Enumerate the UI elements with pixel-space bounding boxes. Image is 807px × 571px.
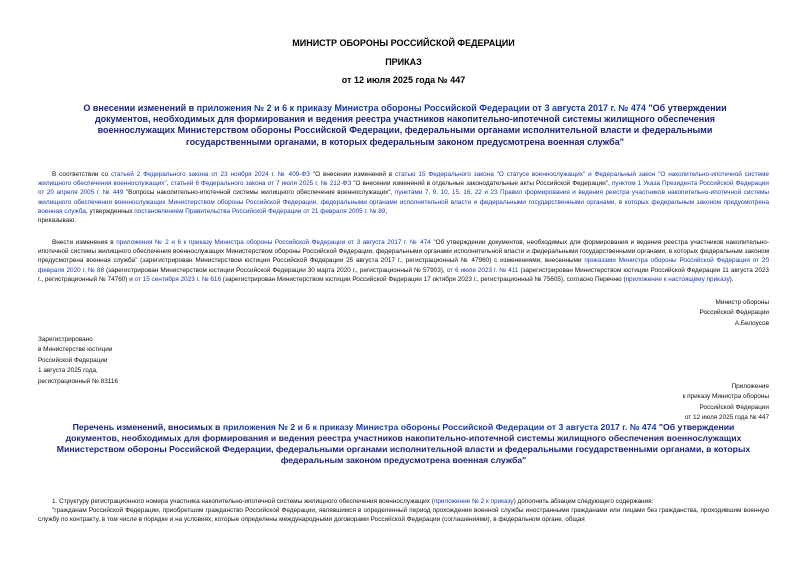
text: 1. Структуру регистрационного номера участника накопительно-ипотечной системы жилищного обеспечения военнослужащих ( [52,498,434,505]
text: (зарегистрирован Министерством юстиции Российской Федерации 11 августа 2023 г., регистрационный № 74760) и [38,266,769,283]
law-link[interactable]: статьей 2 Федерального закона от 23 ноября 2024 г. № 409-ФЗ [110,171,311,178]
decree-link[interactable]: пунктом 1 Указа Президента Российской Федерации от 20 апреля 2005 г. № 449 [38,180,770,197]
document-date: от 12 июля 2025 года № 447 [341,75,466,85]
signature-block [700,298,770,329]
main-paragraph [38,238,769,284]
text: "О внесении изменений в отдельные законодательные акты Российской Федерации", [351,180,612,188]
appendix-block [683,382,769,424]
appendix-line: Приложение [731,383,769,390]
order-link[interactable]: от 6 июля 2023 г. № 411 [446,266,519,274]
ministry-heading: МИНИСТР ОБОРОНЫ РОССИЙСКОЙ ФЕДЕРАЦИИ [292,38,515,48]
signature-line: Министр обороны [715,299,769,306]
text: , [166,180,171,188]
item-1 [38,497,769,506]
text: "Об утверждении документов, необходимых для формирования и ведения реестра участников накопительно-ипотечной системы жилищного обеспечения военнослужащих Министерством обороны Российской Федерации, федеральными органами исполнительной власти и федеральными государственными органами, в которых федеральным законом предусмотрена военная служба" (зарегистрирован Министерством юстиции Российской Федерации 25 августа 2017 г., регистрационный № 47960) с изменениями, внесенными [38,239,769,265]
text: Внести изменения в [52,239,117,246]
text: "Об утверждении документов, необходимых для формирования и ведения реестра участников накопительно-ипотечной системы жилищного обеспечения военнослужащих Министерством обороны Российской Федерации, федеральными органами исполнительной власти и федеральными государственными органами, в которых федеральным законом предусмотрена военная служба" [56,422,751,466]
text: (зарегистрирован Министерством юстиции Российской Федерации 30 марта 2020 г., регистрационный № 57903), [104,266,447,274]
law-link[interactable]: статью 15 Федерального закона "О статусе военнослужащих" и Федеральный закон "О накопительно-ипотечной системе жилищного обеспечения военнослужащих" [38,171,769,188]
list-title [45,422,762,466]
document-type: ПРИКАЗ [385,57,422,67]
quoted-paragraph: "гражданам Российской Федерации, приобретшим гражданство Российской Федерации, являвшимся в определенный период прохождения военной службы иностранными гражданами или лицами без гражданства, проходившим военную службу по контракту, в том числе в порядке и на условиях, которые определены международными договорами Российской Федерации (соглашениями), в федеральном органе, общая [38,507,769,524]
appendix-2-link[interactable]: приложение № 2 к приказу [433,498,514,505]
registration-line: 1 августа 2025 года, [38,367,98,375]
order-word: приказываю: [38,217,76,225]
appendix-link[interactable]: приложение к настоящему приказу [625,275,730,283]
text: Перечень изменений, вносимых в [72,422,223,432]
preamble-paragraph [38,170,769,225]
registration-line: регистрационный № 83116 [38,377,118,385]
signature-line: Российской Федерации [699,309,769,317]
order-link[interactable]: приложения № 2 и 6 к приказу Министра обороны Российской Федерации от 3 августа 2017 г. № 474 [116,239,431,246]
title-link[interactable]: приложения № 2 и 6 к приказу Министра обороны Российской Федерации от 3 августа 2017 г. № 474 [196,103,646,113]
appendix-line: к приказу Министра обороны [682,393,769,401]
resolution-link[interactable]: постановлением Правительства Российской Федерации от 21 февраля 2005 г. № 89 [134,207,386,215]
document-title [55,103,755,148]
rules-link[interactable]: пунктами 7, 9, 10, 15, 16, 22 и 23 Правил формирования и ведения реестра участников накопительно-ипотечной системы жилищного обеспечения военнослужащих Министерством обороны Российской Федерации, федеральными органами исполнительной власти и федеральными государственными органами, в которых федеральным законом предусмотрена военная служба [38,189,769,215]
text: "О внесении изменений в [310,171,396,178]
text: В соответствии со [52,171,111,178]
text: , [385,207,388,215]
text: ). [729,275,734,283]
registration-line: в Министерстве юстиции [38,346,113,354]
title-prefix: О внесении изменений в [83,103,197,113]
order-link[interactable]: приказами Министра обороны Российской Федерации от 20 февраля 2020 г. № 88 [38,257,769,274]
law-link[interactable]: статьей 6 Федерального закона от 7 июля 2025 г. № 212-ФЗ [170,180,352,188]
list-title-link[interactable]: приложения № 2 и 6 к приказу Министра обороны Российской Федерации от 3 августа 2017 г. № 474 [222,422,657,432]
text: , утвержденных [85,207,135,215]
signature-name: А.Белоусов [734,319,769,327]
appendix-line: Российской Федерации [699,403,769,411]
registration-line: Российской Федерации [38,356,108,364]
title-suffix: "Об утверждении документов, необходимых для формирования и ведения реестра участников накопительно-ипотечной системы жилищного обеспечения военнослужащих Министерством обороны Российской Федерации, федеральными органами исполнительной власти и федеральными государственными органами, в которых федеральным законом предусмотрена военная служба" [94,103,727,147]
text: "Вопросы накопительно-ипотечной системы жилищного обеспечения военнослужащих", [123,189,395,197]
text: (зарегистрирован Министерством юстиции Российской Федерации 17 октября 2023 г., регистрационный № 75605), согласно Перечню ( [221,275,626,283]
appendix-line: от 12 июля 2025 года № 447 [684,414,769,422]
registration-block [38,335,118,387]
registration-line: Зарегистрировано [38,336,93,343]
order-link[interactable]: от 15 сентября 2023 г. № 616 [134,275,221,283]
text: ) дополнить абзацем следующего содержания: [513,498,654,505]
